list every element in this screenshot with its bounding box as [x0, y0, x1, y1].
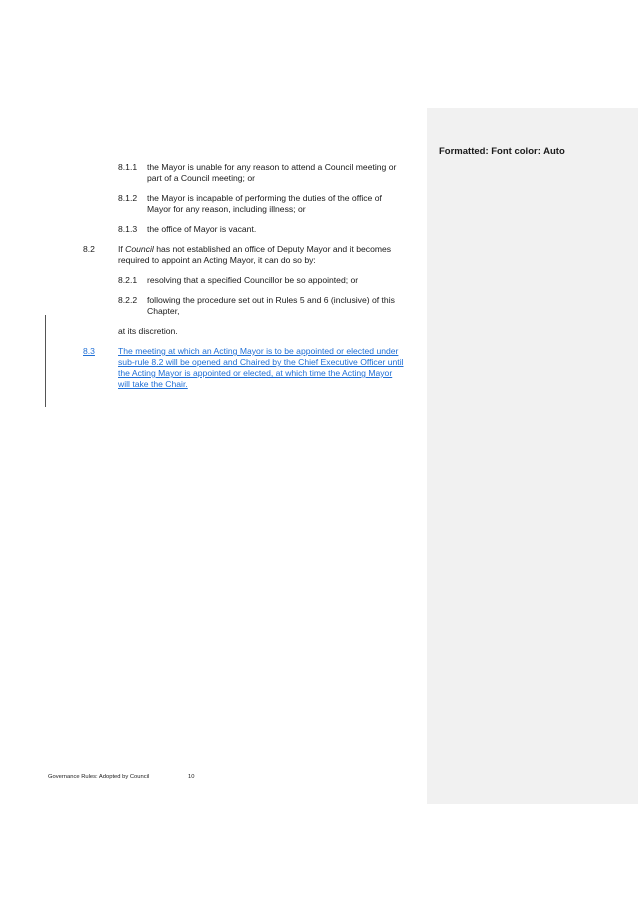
- rule-8-2-line1-post: has not established an office of Deputy Mayor and it becomes: [153, 244, 392, 254]
- item-number-8-2-2: 8.2.2: [118, 295, 138, 305]
- rule-8-2-line1: [118, 244, 391, 255]
- rule-8-2-line1-pre: If: [118, 244, 126, 254]
- rule-number-8-2: 8.2: [83, 244, 95, 254]
- item-text-8-1-1-line1: the Mayor is unable for any reason to attend a Council meeting or: [147, 162, 397, 172]
- comment-pane: [427, 108, 638, 804]
- track-changes-bar: [45, 315, 46, 407]
- rule-8-3-line1: The meeting at which an Acting Mayor is to be appointed or elected under: [118, 346, 399, 356]
- item-number-8-1-3: 8.1.3: [118, 224, 138, 234]
- item-number-8-1-2: 8.1.2: [118, 193, 138, 203]
- item-text-8-1-2-line2: Mayor for any reason, including illness; or: [147, 204, 306, 214]
- discretion-text: at its discretion.: [118, 326, 178, 336]
- formatting-comment[interactable]: Formatted: Font color: Auto: [439, 146, 565, 157]
- rule-8-2-line1-italic: Council: [125, 244, 154, 254]
- rule-8-3-line4: will take the Chair.: [118, 379, 188, 389]
- rule-number-8-3: [83, 346, 118, 357]
- item-text-8-1-3-line1: the office of Mayor is vacant.: [147, 224, 257, 234]
- rule-8-3-line2: sub-rule 8.2 will be opened and Chaired by the Chief Executive Officer until: [118, 357, 404, 367]
- item-text-8-1-2-line1: the Mayor is incapable of performing the duties of the office of: [147, 193, 382, 203]
- item-number-8-2-1: 8.2.1: [118, 275, 138, 285]
- footer-page-number: 10: [188, 774, 195, 780]
- item-text-8-1-1-line2: part of a Council meeting; or: [147, 173, 255, 183]
- rule-8-2-line2: required to appoint an Acting Mayor, it can do so by:: [118, 255, 316, 265]
- rule-number-8-3-text: 8.3: [83, 346, 95, 356]
- item-text-8-2-2-line1: following the procedure set out in Rules 5 and 6 (inclusive) of this: [147, 295, 395, 305]
- footer-label: Governance Rules: Adopted by Council: [48, 774, 150, 780]
- item-text-8-2-2-line2: Chapter,: [147, 306, 180, 316]
- rule-8-3-line3: the Acting Mayor is appointed or elected, at which time the Acting Mayor: [118, 368, 393, 378]
- item-number-8-1-1: 8.1.1: [118, 162, 138, 172]
- item-text-8-2-1-line1: resolving that a specified Councillor be so appointed; or: [147, 275, 359, 285]
